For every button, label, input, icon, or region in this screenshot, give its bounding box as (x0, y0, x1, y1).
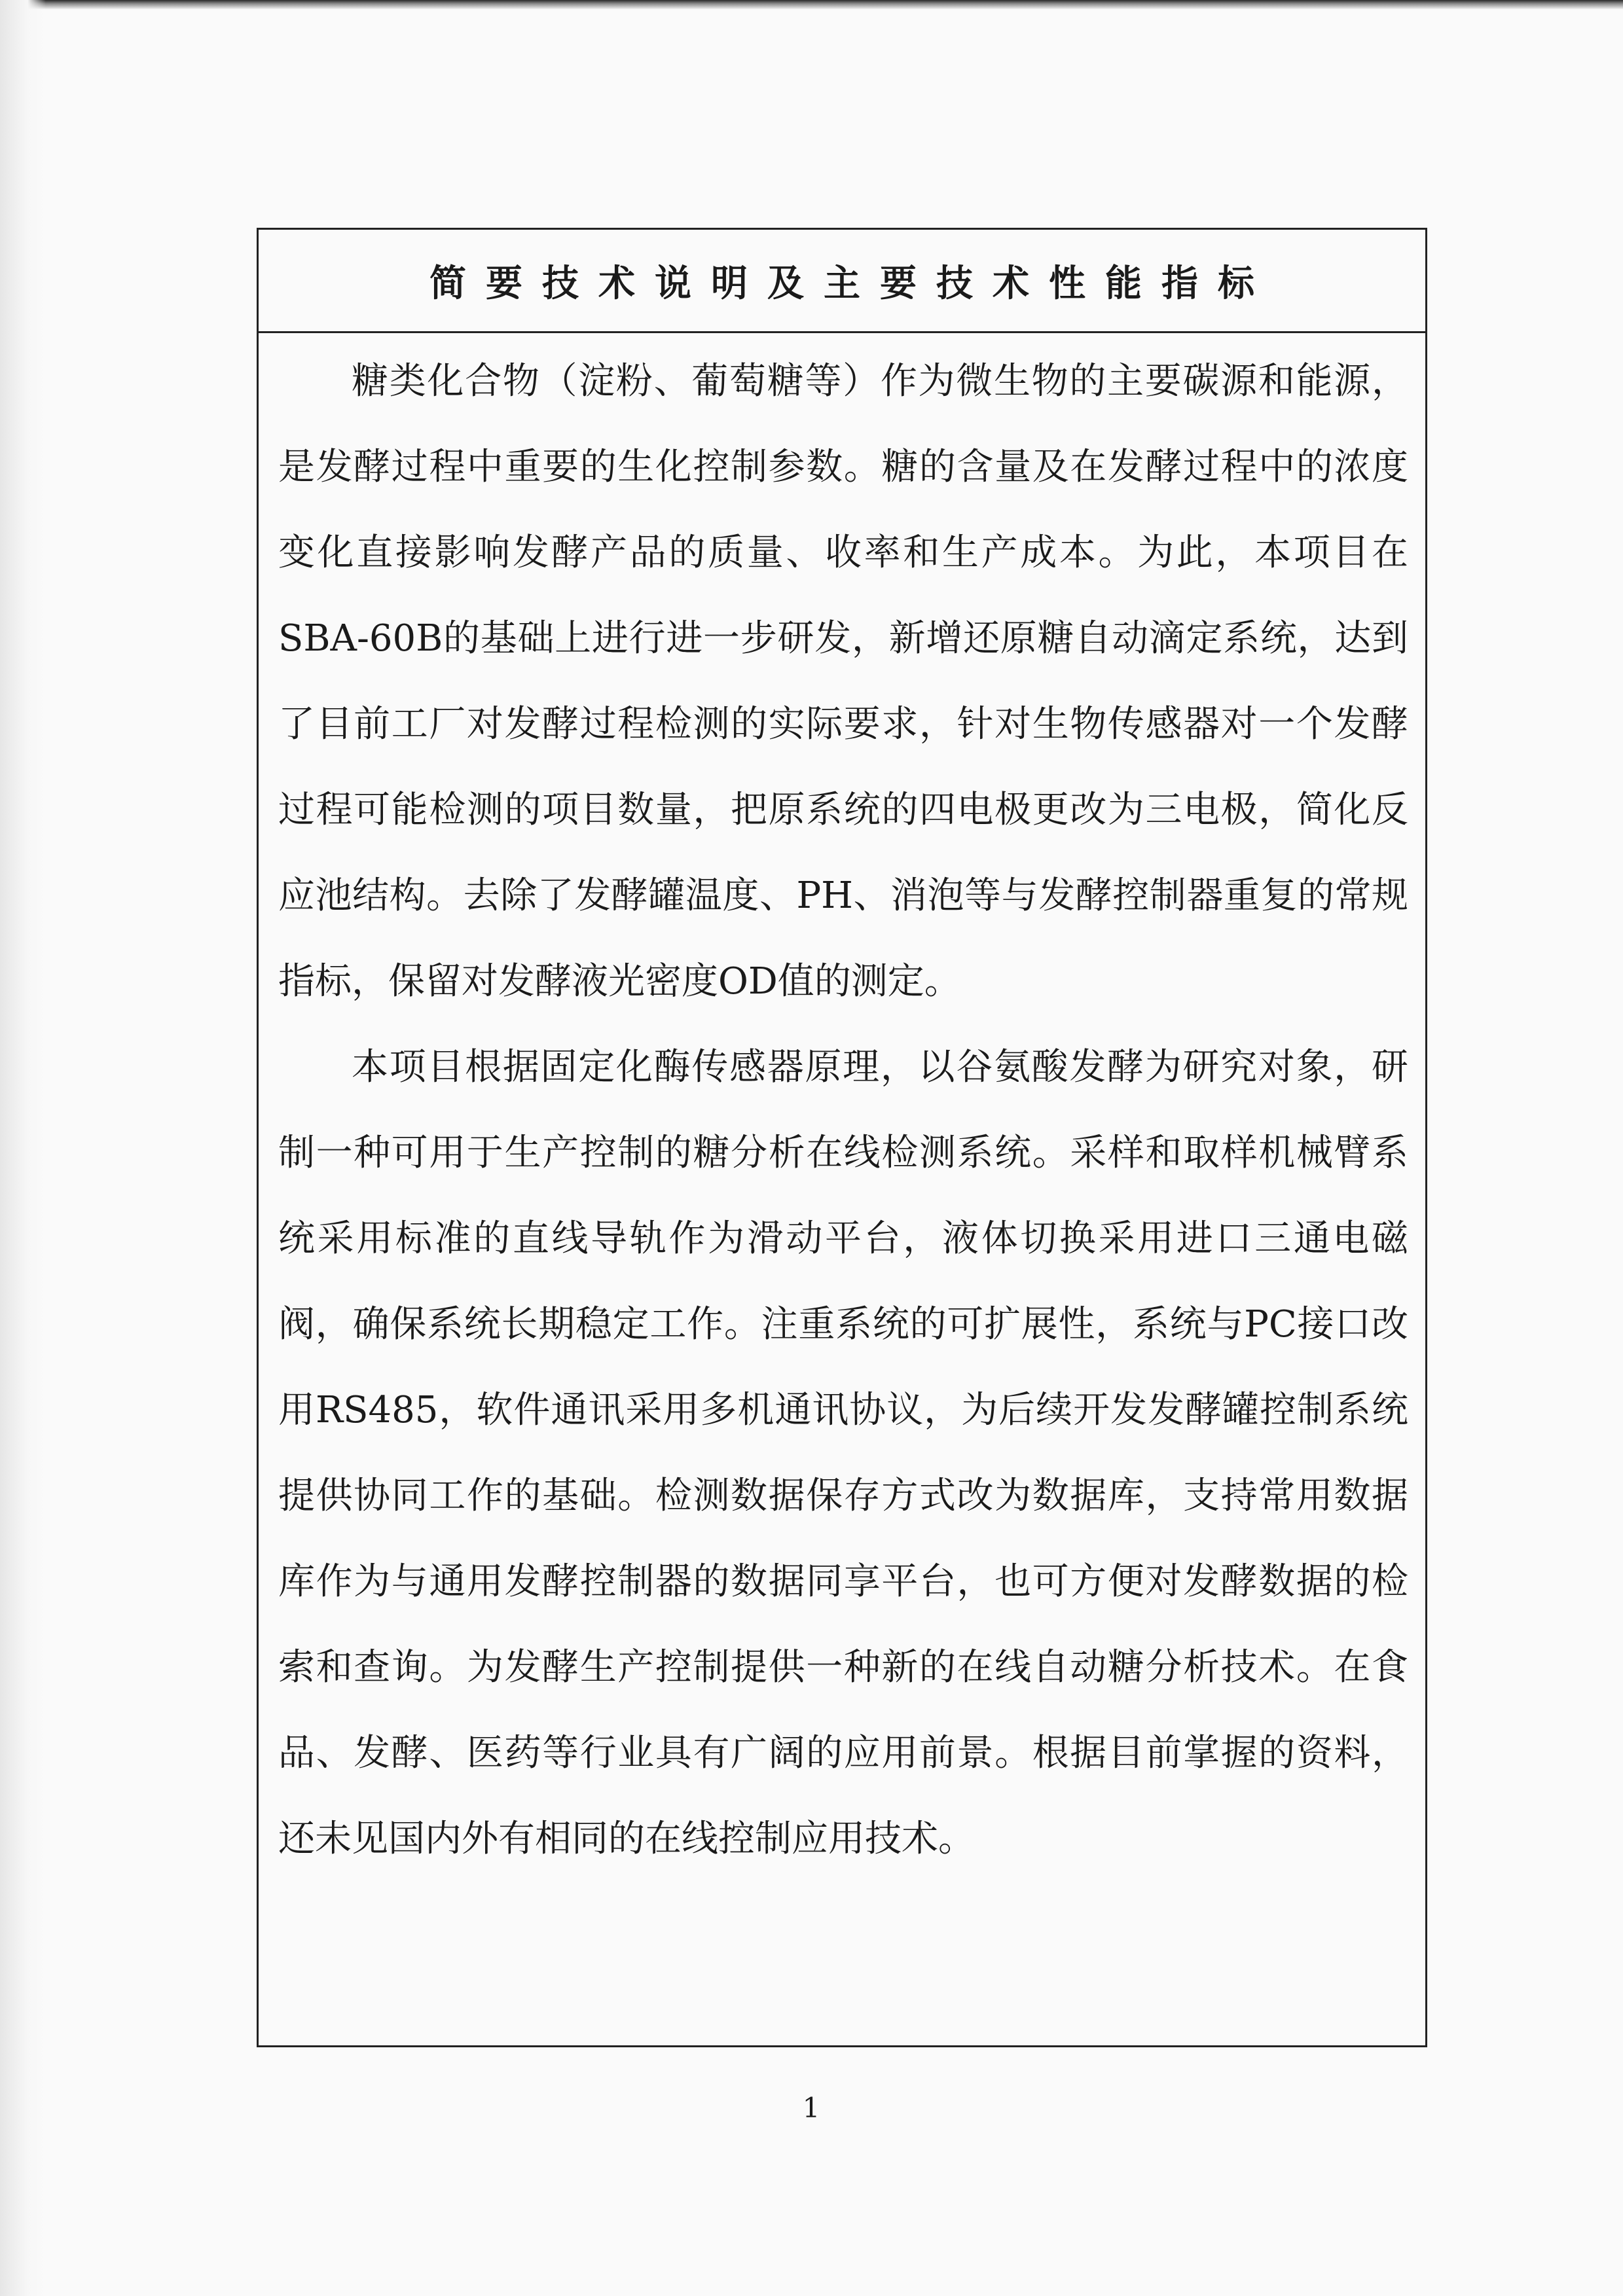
box-title: 简要技术说明及主要技术性能指标 (429, 261, 1274, 305)
box-body (259, 338, 1425, 1882)
scan-top-edge (0, 0, 1623, 9)
box-header (259, 230, 1425, 333)
paragraph-2: 本项目根据固定化酶传感器原理，以谷氨酸发酵为研究对象，研制一种可用于生产控制的糖分析在线检测系统。采样和取样机械臂系统采用标准的直线导轨作为滑动平台，液体切换采用进口三通电磁阀，确保系统长期稳定工作。注重系统的可扩展性，系统与PC接口改用RS485，软件通讯采用多机通讯协议，为后续开发发酵罐控制系统提供协同工作的基础。检测数据保存方式改为数据库，支持常用数据库作为与通用发酵控制器的数据同享平台，也可方便对发酵数据的检索和查询。为发酵生产控制提供一种新的在线自动糖分析技术。在食品、发酵、医药等行业具有广阔的应用前景。根据目前掌握的资料，还未见国内外有相同的在线控制应用技术。 (278, 1046, 1408, 1860)
page-number: 1 (802, 2092, 820, 2124)
technical-summary-box (257, 228, 1427, 2047)
paragraph-1: 糖类化合物（淀粉、葡萄糖等）作为微生物的主要碳源和能源，是发酵过程中重要的生化控制参数。糖的含量及在发酵过程中的浓度变化直接影响发酵产品的质量、收率和生产成本。为此，本项目在SBA-60B的基础上进行进一步研发，新增还原糖自动滴定系统，达到了目前工厂对发酵过程检测的实际要求，针对生物传感器对一个发酵过程可能检测的项目数量，把原系统的四电极更改为三电极，简化反应池结构。去除了发酵罐温度、PH、消泡等与发酵控制器重复的常规指标，保留对发酵液光密度OD值的测定。 (278, 360, 1408, 1003)
scan-left-edge (0, 0, 46, 2296)
